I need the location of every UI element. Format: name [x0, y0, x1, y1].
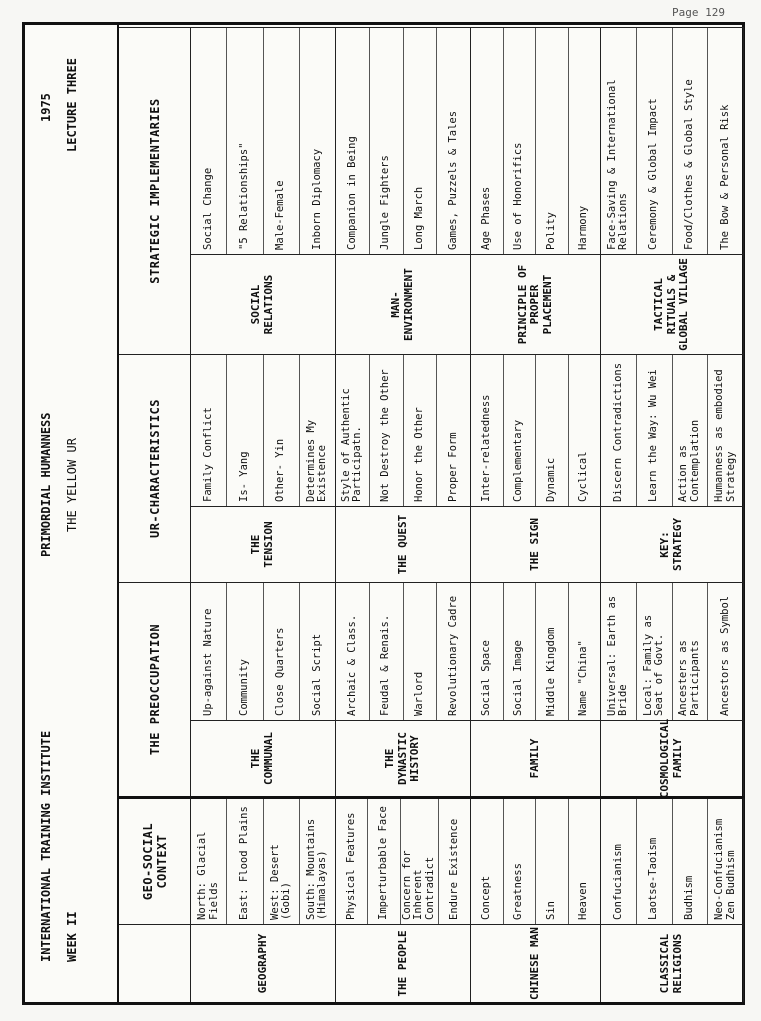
preoccupation-list	[191, 582, 336, 720]
strategic-list	[601, 27, 744, 254]
list-item: Warlord	[404, 583, 438, 720]
list-item: Companion in Being	[336, 28, 370, 254]
preoccupation-list	[601, 582, 744, 720]
list-item: Up-against Nature	[191, 583, 227, 720]
row-label-geography: GEOGRAPHY	[191, 924, 336, 1002]
list-item: Discern Contradictions	[601, 355, 637, 506]
ur-label: THE SIGN	[471, 506, 601, 582]
list-item: Middle Kingdom	[536, 583, 569, 720]
ur-label: THE TENSION	[191, 506, 336, 582]
list-item: Name "China"	[577, 640, 590, 716]
list-item: The Bow & Personal Risk	[718, 104, 731, 250]
institute-name: INTERNATIONAL TRAINING INSTITUTE	[39, 730, 53, 962]
preoccupation-label: FAMILY	[471, 720, 601, 796]
list-item: Social Image	[504, 583, 537, 720]
ur-list	[471, 354, 601, 506]
preoccupation-label: COSMOLOGICAL FAMILY	[601, 720, 744, 796]
ur-label: THE QUEST	[336, 506, 471, 582]
list-item: Honor the Other	[404, 355, 438, 506]
list-item: Inter-relatedness	[471, 355, 504, 506]
doc-title: PRIMORDIAL HUMANNESS	[39, 412, 53, 557]
week-label: WEEK II	[65, 911, 79, 962]
ur-list	[601, 354, 744, 506]
list-item: Imperturbable Face	[368, 799, 400, 924]
preoccupation-label: THE COMMUNAL	[191, 720, 336, 796]
list-item: Ceremony & Global Impact	[637, 28, 673, 254]
list-item: Food/Clothes & Global Style	[673, 28, 709, 254]
col-header-strategic: STRATEGIC IMPLEMENTARIES	[119, 27, 191, 354]
strategic-label: MAN-ENVIRONMENT	[336, 254, 471, 354]
list-item: Ancestors as Symbol	[718, 595, 731, 716]
list-item: Male-Female	[264, 28, 300, 254]
list-item: "5 Relationships"	[227, 28, 263, 254]
ur-label: KEY: STRATEGY	[601, 506, 744, 582]
header-blank	[119, 924, 191, 1002]
row-label-classical-religions: CLASSICAL RELIGIONS	[601, 924, 744, 1002]
list-item: Use of Honorifics	[504, 28, 537, 254]
list-item: Not Destroy the Other	[370, 355, 404, 506]
list-item: Social Script	[310, 633, 323, 716]
list-item: South: Mountains (Himalayas)	[304, 818, 329, 920]
year: 1975	[39, 93, 53, 122]
list-item: Concern for Inherent Contradict	[401, 799, 439, 924]
list-item: Budhism	[673, 799, 709, 924]
page-number: Page 129	[672, 6, 725, 19]
list-item: Ancesters as Participants	[673, 583, 709, 720]
strategic-label: SOCIAL RELATIONS	[191, 254, 336, 354]
strategic-list	[191, 27, 336, 254]
list-item: Inborn Diplomacy	[310, 148, 323, 250]
list-item: Style of Authentic Participatn.	[336, 355, 370, 506]
preoccupation-list	[471, 582, 601, 720]
list-item: West: Desert (Gobi)	[264, 799, 300, 924]
list-item: Sin	[536, 799, 569, 924]
list-item: Harmony	[577, 205, 590, 250]
list-item: Heaven	[577, 882, 590, 920]
list-item: Concept	[471, 799, 504, 924]
list-item: Family Conflict	[191, 355, 227, 506]
list-item: Archaic & Class.	[336, 583, 370, 720]
list-item: Cyclical	[577, 451, 590, 502]
list-item: Laotse-Taoism	[637, 799, 673, 924]
list-item: Greatness	[504, 799, 537, 924]
col-header-geo-social: GEO-SOCIAL CONTEXT	[119, 796, 191, 924]
preoccupation-list	[336, 582, 471, 720]
list-item: Determines My Existence	[304, 419, 329, 502]
strategic-list	[336, 27, 471, 254]
lecture-label: LECTURE THREE	[65, 58, 79, 152]
list-item: Close Quarters	[264, 583, 300, 720]
list-item: Endure Existence	[447, 818, 460, 920]
rotated-sheet	[25, 25, 742, 1002]
col-header-ur-characteristics: UR-CHARACTERISTICS	[119, 354, 191, 582]
ur-list	[191, 354, 336, 506]
list-item: Polity	[536, 28, 569, 254]
strategic-list	[471, 27, 601, 254]
list-item: Jungle Fighters	[370, 28, 404, 254]
list-item: Complementary	[504, 355, 537, 506]
row-label-the-people: THE PEOPLE	[336, 924, 471, 1002]
list-item: Learn the Way: Wu Wei	[637, 355, 673, 506]
list-item: Feudal & Renais.	[370, 583, 404, 720]
list-item: Other- Yin	[264, 355, 300, 506]
people-context	[336, 796, 471, 924]
list-item: Dynamic	[536, 355, 569, 506]
list-item: Community	[227, 583, 263, 720]
list-item: East: Flood Plains	[227, 799, 263, 924]
row-label-chinese-man: CHINESE MAN	[471, 924, 601, 1002]
list-item: Face-Saving & International Relations	[601, 28, 637, 254]
strategic-label: PRINCIPLE OF PROPER PLACEMENT	[471, 254, 601, 354]
list-item: Action as Contemplation	[673, 355, 709, 506]
list-item: Revolutionary Cadre	[446, 595, 459, 716]
ur-list	[336, 354, 471, 506]
religions-context	[601, 796, 744, 924]
list-item: Long March	[404, 28, 438, 254]
doc-subtitle: THE YELLOW UR	[65, 438, 79, 532]
chinese-man-context	[471, 796, 601, 924]
list-item: Neo-Confucianism Zen Budhism	[713, 818, 737, 920]
list-item: Humanness as embodied Strategy	[713, 369, 737, 502]
list-item: Games, Puzzels & Tales	[446, 110, 459, 250]
strategic-label: TACTICAL RITUALS & GLOBAL VILLAGE	[601, 254, 744, 354]
list-item: Physical Features	[336, 799, 368, 924]
list-item: Universal: Earth as Bride	[601, 583, 637, 720]
list-item: Social Change	[191, 28, 227, 254]
list-item: Local: Family as Seat of Govt.	[637, 583, 673, 720]
list-item: Proper Form	[446, 432, 459, 502]
list-item: North: Glacial Fields	[191, 799, 227, 924]
col-header-preoccupation: THE PREOCCUPATION	[119, 582, 191, 796]
preoccupation-label: THE DYNASTIC HISTORY	[336, 720, 471, 796]
document-frame	[22, 22, 745, 1005]
geography-context	[191, 796, 336, 924]
content-table	[117, 25, 744, 1002]
list-item: Social Space	[471, 583, 504, 720]
list-item: Age Phases	[471, 28, 504, 254]
list-item: Confucianism	[601, 799, 637, 924]
list-item: Is- Yang	[227, 355, 263, 506]
